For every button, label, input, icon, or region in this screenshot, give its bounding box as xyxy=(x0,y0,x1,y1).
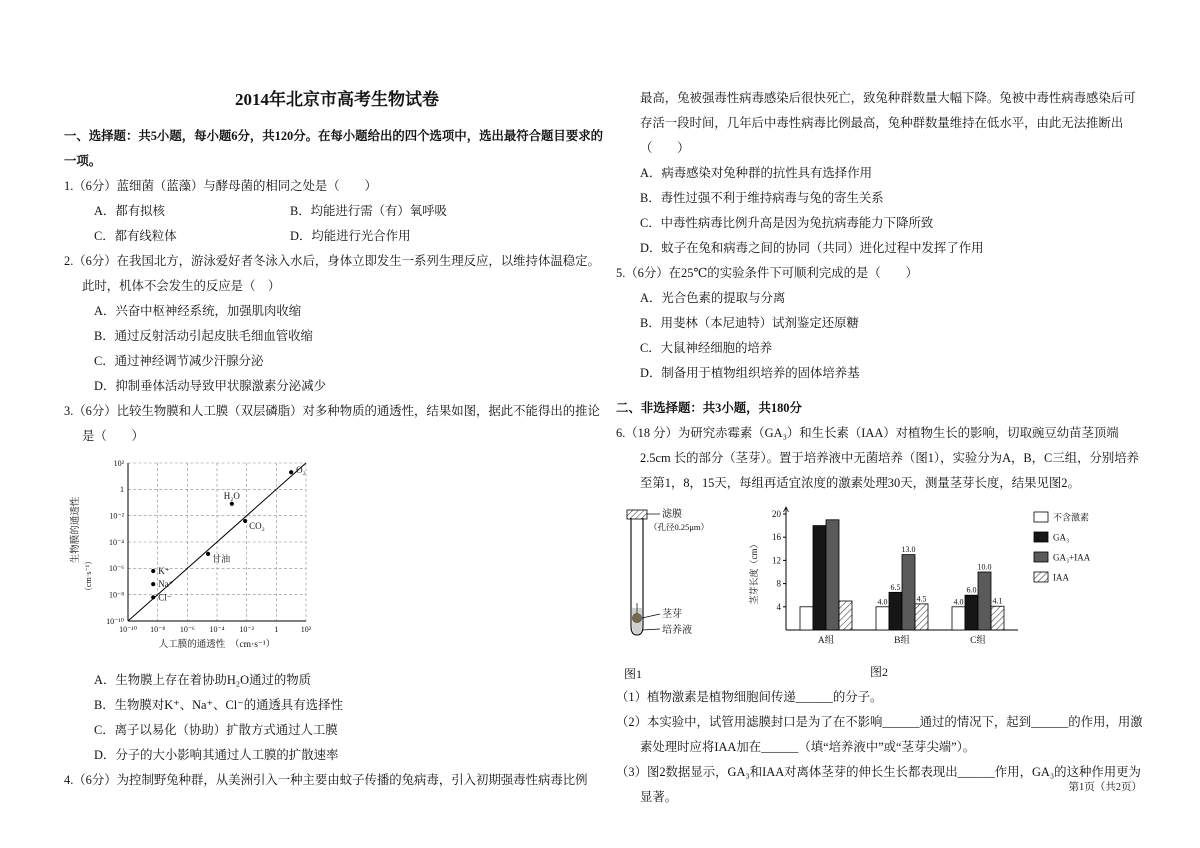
bar-value-label: 4.0 xyxy=(877,597,888,607)
legend-swatch xyxy=(1034,572,1048,582)
y-tick-label: 10² xyxy=(113,458,124,468)
legend-label: GA₃+IAA xyxy=(1053,552,1091,563)
bar-value-label: 6.0 xyxy=(966,585,977,595)
x-tick-label: 1 xyxy=(274,625,279,634)
data-point xyxy=(243,519,247,523)
y-tick-label: 10⁻⁶ xyxy=(108,564,124,574)
data-point-label: K⁺ xyxy=(158,565,170,576)
question-1-option-d: D．均能进行光合作用 xyxy=(290,229,411,243)
y-tick-label: 10⁻² xyxy=(109,511,124,521)
y-axis-title: 生物膜的通透性 xyxy=(71,496,81,564)
y-tick-label: 8 xyxy=(776,578,781,589)
category-label: A组 xyxy=(817,636,835,646)
bar xyxy=(978,572,991,630)
legend-label: IAA xyxy=(1053,572,1069,583)
bar xyxy=(800,607,813,630)
data-point xyxy=(230,502,234,506)
filter-pore-size-label: （孔径0.25μm） xyxy=(649,522,710,532)
question-4-option-b: B．毒性过强不利于维持病毒与兔的寄生关系 xyxy=(640,191,884,205)
bar-value-label: 4.0 xyxy=(953,597,964,607)
figure-2-wrap xyxy=(746,504,1148,681)
x-tick-label: 10⁻⁴ xyxy=(209,625,225,634)
question-6-sub-3: （3）图2数据显示，GA₃和IAA对离体茎芽的伸长生长都表现出______作用，GA₃的这种作用更为显著。 xyxy=(616,765,1141,804)
figure-1-caption: 图1 xyxy=(624,667,643,681)
stem-length-bar-chart xyxy=(746,504,1148,654)
question-1-option-c: C．都有线粒体 xyxy=(94,229,177,243)
question-3-option-d: D．分子的大小影响其通过人工膜的扩散速率 xyxy=(94,748,339,762)
question-4-option-a: A．病毒感染对兔种群的抗性具有选择作用 xyxy=(640,166,872,180)
membrane-permeability-scatter-chart xyxy=(66,453,328,657)
question-5-option-a: A．光合色素的提取与分离 xyxy=(640,291,786,305)
bar xyxy=(876,607,889,630)
bar xyxy=(991,606,1004,630)
figure-2-caption: 图2 xyxy=(869,665,888,679)
bar-value-label: 4.1 xyxy=(992,596,1003,606)
culture-medium-pointer xyxy=(642,629,660,630)
stem-bud xyxy=(633,614,642,623)
legend-swatch xyxy=(1034,532,1048,542)
data-point xyxy=(151,569,155,573)
legend-label: GA₃ xyxy=(1053,532,1070,543)
page-title: 2014年北京市高考生物试卷 xyxy=(235,90,439,109)
x-tick-label: 10⁻⁶ xyxy=(179,625,195,634)
bar xyxy=(965,595,978,630)
data-point-label: H₂O xyxy=(223,490,240,501)
bar xyxy=(813,526,826,630)
question-5-stem: 5.（6分）在25℃的实验条件下可顺利完成的是（ ） xyxy=(616,266,918,280)
category-label: B组 xyxy=(894,636,910,646)
legend-label: 不含激素 xyxy=(1053,512,1090,523)
y-tick-label: 1 xyxy=(120,485,124,495)
section-1-header: 一、选择题：共5小题，每小题6分，共120分。在每小题给出的四个选项中，选出最符合题目要求的一项。 xyxy=(64,129,603,168)
stem-bud-label: 茎芽 xyxy=(662,609,682,620)
question-2-option-d: D．抑制垂体活动导致甲状腺激素分泌减少 xyxy=(94,379,326,393)
culture-medium-label: 培养液 xyxy=(662,625,692,636)
stem-bud-pointer xyxy=(642,614,660,618)
question-3-stem: 3.（6分）比较生物膜和人工膜（双层磷脂）对多种物质的通透性，结果如图，据此不能得出的推论是（ ） xyxy=(64,404,600,443)
bar-value-label: 10.0 xyxy=(977,562,992,572)
question-1-options-row-2 xyxy=(94,224,610,249)
x-tick-label: 10⁻² xyxy=(239,625,254,634)
y-tick-label: 4 xyxy=(776,601,781,612)
question-1-option-b: B．均能进行需（有）氧呼吸 xyxy=(290,204,447,218)
question-1 xyxy=(64,174,610,249)
test-tube-diagram xyxy=(616,504,736,656)
question-4-start: 4.（6分）为控制野兔种群，从美洲引入一种主要由蚊子传播的兔病毒，引入初期强毒性病毒比例 xyxy=(64,773,588,787)
y-axis-unit: （cm·s⁻¹） xyxy=(84,556,93,596)
question-3-option-a: A．生物膜上存在着协助H₂O通过的物质 xyxy=(94,673,312,687)
question-6-sub-1: （1）植物激素是植物细胞间传递______的分子。 xyxy=(616,690,883,704)
question-3-option-c: C．离子以易化（协助）扩散方式通过人工膜 xyxy=(94,723,338,737)
data-point xyxy=(289,470,293,474)
question-3-figure xyxy=(66,453,610,666)
data-point xyxy=(151,595,155,599)
legend-swatch xyxy=(1034,512,1048,522)
question-2-option-b: B．通过反射活动引起皮肤毛细血管收缩 xyxy=(94,329,313,343)
data-point-label: O₂ xyxy=(296,465,306,476)
bar xyxy=(889,592,902,630)
bar xyxy=(915,604,928,630)
question-2-option-c: C．通过神经调节减少汗腺分泌 xyxy=(94,354,264,368)
y-tick-label: 16 xyxy=(772,532,781,543)
question-3-option-b: B．生物膜对K⁺、Na⁺、Cl⁻的通透具有选择性 xyxy=(94,698,343,712)
question-4-option-d: D．蚊子在兔和病毒之间的协同（共同）进化过程中发挥了作用 xyxy=(640,241,984,255)
filter-membrane-label: 滤膜 xyxy=(662,509,682,520)
x-tick-label: 10⁻¹⁰ xyxy=(119,625,137,634)
question-5-option-d: D．制备用于植物组织培养的固体培养基 xyxy=(640,366,860,380)
question-5-option-c: C．大鼠神经细胞的培养 xyxy=(640,341,773,355)
data-point-label: CO₂ xyxy=(249,520,265,531)
filter-membrane-cap xyxy=(627,510,647,519)
data-point-label: Cl⁻ xyxy=(158,592,172,603)
bar-value-label: 13.0 xyxy=(901,545,916,555)
question-2-option-a: A．兴奋中枢神经系统，加强肌肉收缩 xyxy=(94,304,302,318)
question-1-stem: 1.（6分）蓝细菌（蓝藻）与酵母菌的相同之处是（ ） xyxy=(64,179,377,193)
left-column xyxy=(64,86,610,793)
question-1-option-a: A．都有拟核 xyxy=(94,204,165,218)
y-tick-label: 12 xyxy=(772,555,781,566)
category-label: C组 xyxy=(970,636,986,646)
question-4-continuation: 最高，兔被强毒性病毒感染后很快死亡，致兔种群数量大幅下降。兔被中毒性病毒感染后可存活一段时间，几年后中毒性病毒比例最高，兔种群数量维持在低水平，由此无法推断出（ ） xyxy=(640,91,1136,155)
y-tick-label: 10⁻⁴ xyxy=(108,537,124,547)
y-tick-label: 20 xyxy=(772,509,781,519)
question-5-option-b: B．用斐林（本尼迪特）试剂鉴定还原糖 xyxy=(640,316,859,330)
data-point xyxy=(206,552,210,556)
question-2 xyxy=(64,249,610,399)
section-2-header: 二、非选择题：共3小题，共180分 xyxy=(616,401,802,415)
data-point xyxy=(151,582,155,586)
bar-value-label: 4.5 xyxy=(916,594,927,604)
question-3 xyxy=(64,399,610,768)
x-axis-title: 人工膜的通透性 （cm·s⁻¹） xyxy=(158,640,276,650)
page-footer: 第1页（共2页） xyxy=(1068,782,1142,793)
question-5 xyxy=(616,261,1146,386)
question-6-figures xyxy=(616,504,1146,683)
bar xyxy=(826,520,839,630)
data-point-label: Na⁺ xyxy=(158,579,174,590)
y-tick-label: 10⁻¹⁰ xyxy=(106,616,124,626)
question-4-option-c: C．中毒性病毒比例升高是因为兔抗病毒能力下降所致 xyxy=(640,216,934,230)
y-axis-title: 茎芽长度（cm） xyxy=(749,539,759,605)
bar-value-label: 6.5 xyxy=(890,582,901,592)
question-1-options-row-1 xyxy=(94,199,610,224)
x-tick-label: 10² xyxy=(300,625,312,634)
legend-swatch xyxy=(1034,552,1048,562)
x-tick-label: 10⁻⁸ xyxy=(150,625,166,634)
y-tick-label: 10⁻⁸ xyxy=(108,590,124,600)
figure-1-wrap xyxy=(616,504,736,683)
question-6-sub-2: （2）本实验中，试管用滤膜封口是为了在不影响______通过的情况下，起到______的作用，用激素处理时应将IAA加在______（填“培养液中”或“茎芽尖端”）。 xyxy=(616,715,1143,754)
bar xyxy=(839,601,852,630)
bar xyxy=(952,607,965,630)
question-6-stem: 6.（18 分）为研究赤霉素（GA₃）和生长素（IAA）对植物生长的影响，切取豌豆幼苗茎顶端 2.5cm 长的部分（茎芽）。置于培养液中无菌培养（图1），实验分为A，B，C三组，分别培养至第1，8，15天，每组再适宜浓度的激素处理30天，测量茎芽长度，结果见图2。 xyxy=(616,426,1140,490)
right-column xyxy=(616,86,1146,810)
question-6 xyxy=(616,421,1146,810)
question-2-stem: 2.（6分）在我国北方，游泳爱好者冬泳入水后，身体立即发生一系列生理反应，以维持体温稳定。此时，机体不会发生的反应是（ ） xyxy=(64,254,600,293)
bar xyxy=(902,555,915,630)
data-point-label: 甘油 xyxy=(212,553,231,564)
